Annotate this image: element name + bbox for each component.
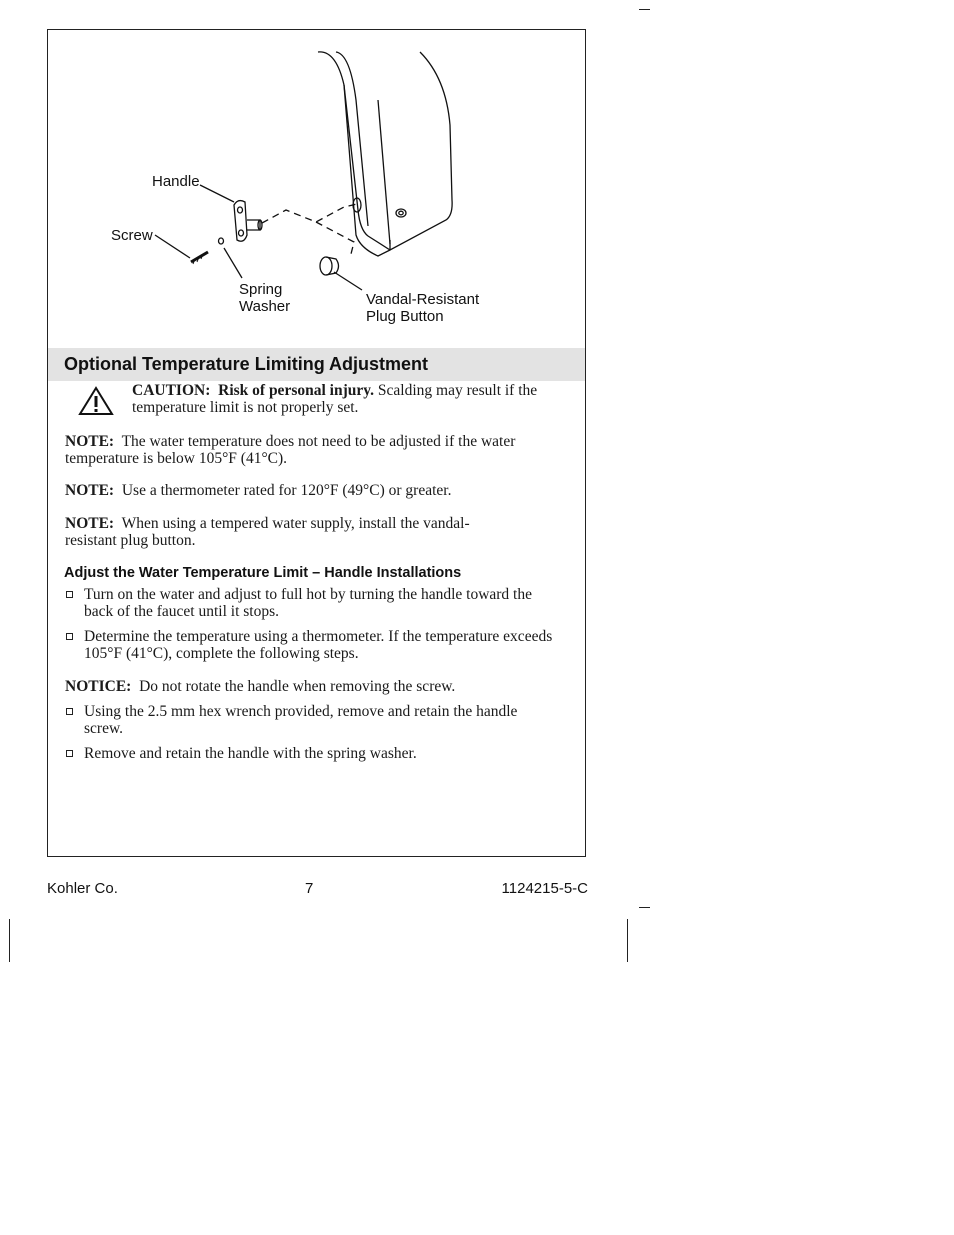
note-text: Use a thermometer rated for 120°F (49°C) or greater. bbox=[121, 482, 452, 499]
notice bbox=[65, 678, 565, 695]
subheading: Adjust the Water Temperature Limit – Handle Installations bbox=[64, 565, 462, 581]
footer-company: Kohler Co. bbox=[47, 880, 118, 897]
notice-label: NOTICE: bbox=[65, 678, 132, 695]
step-text: Using the 2.5 mm hex wrench provided, remove and retain the handle screw. bbox=[84, 703, 518, 737]
label-handle: Handle bbox=[152, 173, 200, 190]
checkbox-bullet-icon bbox=[66, 750, 73, 757]
caution-body: Scalding may result if the temperature limit is not properly set. bbox=[132, 382, 538, 416]
step-text: Turn on the water and adjust to full hot by turning the handle toward the back of the faucet until it stops. bbox=[84, 586, 532, 620]
section-title: Optional Temperature Limiting Adjustment bbox=[64, 354, 429, 374]
caution-text bbox=[132, 382, 572, 416]
note-label: NOTE: bbox=[65, 433, 115, 450]
faucet-exploded-diagram bbox=[48, 30, 585, 348]
note-text: The water temperature does not need to be adjusted if the water temperature is below 105°F (41°C). bbox=[65, 433, 516, 467]
warning-icon bbox=[76, 384, 116, 420]
content-frame bbox=[47, 29, 586, 857]
crop-mark bbox=[639, 9, 650, 10]
label-screw: Screw bbox=[111, 227, 153, 244]
label-plug-button: Vandal-Resistant Plug Button bbox=[366, 291, 480, 325]
crop-mark bbox=[9, 919, 10, 962]
crop-mark bbox=[627, 919, 628, 962]
caution-label: CAUTION: bbox=[132, 382, 211, 399]
footer-doc-number: 1124215-5-C bbox=[501, 880, 588, 897]
step-text: Remove and retain the handle with the spring washer. bbox=[84, 745, 417, 762]
checkbox-bullet-icon bbox=[66, 591, 73, 598]
checkbox-bullet-icon bbox=[66, 708, 73, 715]
step-text: Determine the temperature using a thermometer. If the temperature exceeds 105°F (41°C), complete the following steps. bbox=[84, 628, 553, 662]
checkbox-bullet-icon bbox=[66, 633, 73, 640]
note-1 bbox=[65, 433, 565, 467]
notice-text: Do not rotate the handle when removing the screw. bbox=[139, 678, 456, 695]
note-label: NOTE: bbox=[65, 482, 115, 499]
caution-emphasis: Risk of personal injury. bbox=[218, 382, 375, 399]
label-spring-washer: Spring Washer bbox=[239, 281, 291, 315]
crop-mark bbox=[639, 907, 650, 908]
note-2 bbox=[65, 482, 565, 499]
section-header bbox=[48, 348, 585, 381]
note-text: When using a tempered water supply, install the vandal-resistant plug button. bbox=[65, 515, 470, 549]
note-3 bbox=[65, 515, 485, 549]
footer-page-number: 7 bbox=[305, 880, 314, 897]
note-label: NOTE: bbox=[65, 515, 115, 532]
